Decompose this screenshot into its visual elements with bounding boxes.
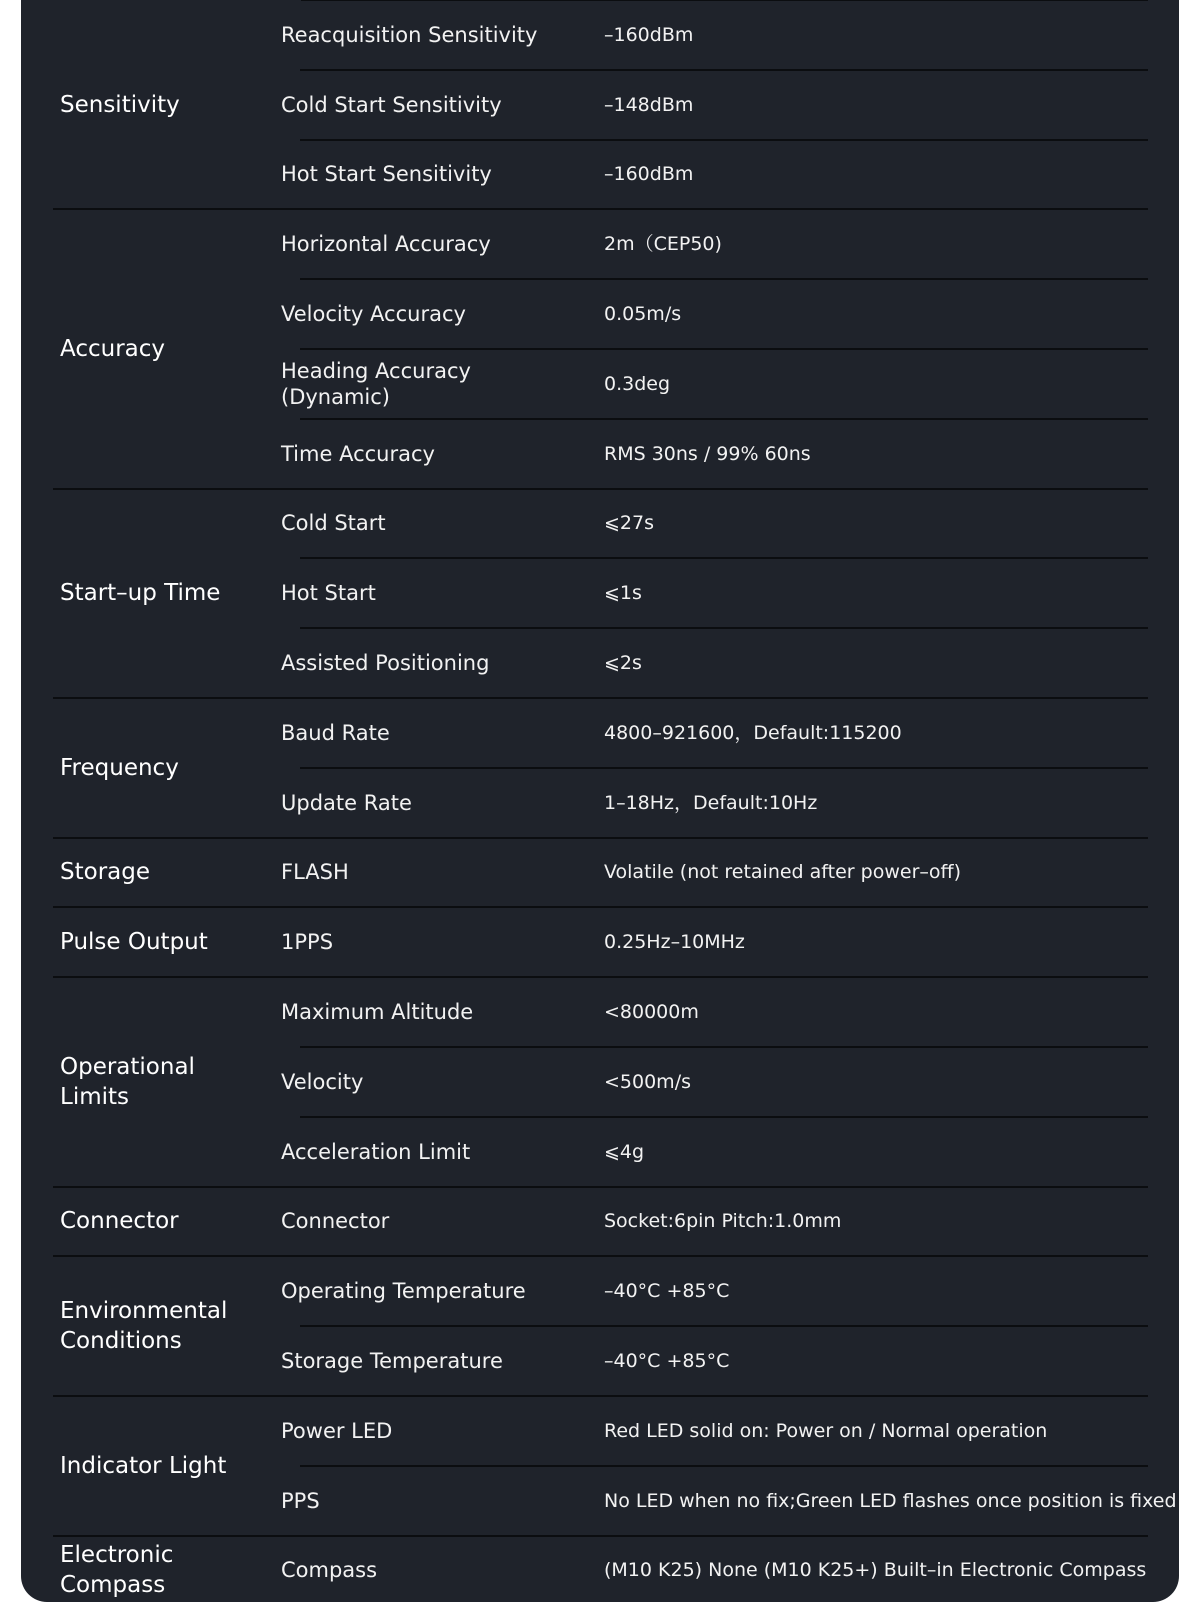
table-row [53, 977, 1148, 1047]
param-name: Hot Start Sensitivity [281, 162, 492, 187]
param-name: Update Rate [281, 790, 412, 815]
table-row [53, 209, 1148, 279]
param-value: –160dBm [604, 23, 694, 46]
spec-group [53, 977, 1148, 1186]
param-name: Cold Start [281, 511, 386, 536]
param-name: FLASH [281, 860, 349, 885]
param-name: Baud Rate [281, 720, 390, 745]
param-name: Acceleration Limit [281, 1139, 471, 1164]
table-row [53, 698, 1148, 768]
param-value: –40°C +85°C [604, 1350, 730, 1373]
param-value: No LED when no fix;Green LED flashes once position is fixed [604, 1489, 1177, 1512]
spec-group [53, 1536, 1148, 1602]
param-value: ⩽27s [604, 512, 654, 535]
table-row [53, 1256, 1148, 1326]
table-row [53, 419, 1148, 489]
group-label: Pulse Output [60, 929, 208, 956]
spec-group [53, 907, 1148, 977]
table-row [53, 1117, 1148, 1187]
param-name: Cold Start Sensitivity [281, 92, 502, 117]
group-label: Environmental Conditions [60, 1298, 228, 1355]
param-name: 1PPS [281, 930, 334, 955]
param-value: Socket:6pin Pitch:1.0mm [604, 1210, 842, 1233]
group-label: Storage [60, 859, 150, 886]
group-label: Indicator Light [60, 1452, 227, 1479]
table-row [53, 907, 1148, 977]
group-label: Accuracy [60, 335, 166, 362]
param-value: (M10 K25) None (M10 K25+) Built–in Electronic Compass [604, 1559, 1147, 1582]
spec-group [53, 698, 1148, 838]
param-value: 2m（CEP50) [604, 233, 722, 256]
table-row [53, 70, 1148, 140]
spec-group [53, 209, 1148, 488]
param-value: 1–18Hz，Default:10Hz [604, 791, 818, 814]
param-name: Heading Accuracy (Dynamic) [281, 358, 471, 409]
param-value: ⩽1s [604, 582, 642, 605]
param-name: Horizontal Accuracy [281, 232, 491, 257]
table-row [53, 1187, 1148, 1257]
spec-group [53, 838, 1148, 908]
param-value: ⩽2s [604, 652, 642, 675]
param-value: –40°C +85°C [604, 1280, 730, 1303]
param-value: <500m/s [604, 1070, 691, 1093]
param-name: Operating Temperature [281, 1279, 526, 1304]
group-label: Start–up Time [60, 580, 221, 607]
param-value: RMS 30ns / 99% 60ns [604, 442, 811, 465]
param-name: Power LED [281, 1418, 393, 1443]
table-row [53, 1326, 1148, 1396]
spec-group [53, 1256, 1148, 1396]
spec-group [53, 0, 1148, 209]
param-value: 0.05m/s [604, 303, 682, 326]
param-name: Maximum Altitude [281, 1000, 474, 1025]
group-label: Connector [60, 1208, 179, 1235]
group-label: Sensitivity [60, 91, 180, 118]
table-row [53, 1047, 1148, 1117]
table-row [53, 558, 1148, 628]
param-name: Hot Start [281, 581, 376, 606]
param-value: 0.25Hz–10MHz [604, 931, 745, 954]
param-value: Volatile (not retained after power–off) [604, 861, 962, 884]
table-row [53, 1536, 1148, 1602]
param-name: Storage Temperature [281, 1349, 503, 1374]
param-name: Time Accuracy [281, 441, 435, 466]
param-name: Compass [281, 1558, 378, 1583]
spec-group [53, 489, 1148, 698]
spec-table [21, 0, 1179, 1602]
param-value: <80000m [604, 1001, 699, 1024]
table-row [53, 279, 1148, 349]
param-value: 4800–921600，Default:115200 [604, 721, 902, 744]
spec-group [53, 1396, 1177, 1536]
param-name: Assisted Positioning [281, 651, 490, 676]
param-value: ⩽4g [604, 1140, 645, 1163]
group-label: Operational Limits [60, 1053, 195, 1110]
group-label: Electronic Compass [60, 1542, 174, 1599]
table-row [53, 838, 1148, 908]
param-name: Velocity Accuracy [281, 302, 466, 327]
param-name: Reacquisition Sensitivity [281, 22, 538, 47]
table-row [53, 140, 1148, 210]
param-name: Connector [281, 1209, 390, 1234]
table-row [53, 768, 1148, 838]
param-value: 0.3deg [604, 372, 671, 395]
table-row [53, 489, 1148, 559]
table-row [53, 1466, 1177, 1536]
param-value: –160dBm [604, 163, 694, 186]
param-name: Velocity [281, 1069, 364, 1094]
spec-group [53, 1187, 1148, 1257]
group-label: Frequency [60, 754, 179, 781]
table-row [53, 1396, 1148, 1466]
table-row [53, 349, 1148, 419]
table-row [53, 628, 1148, 698]
param-name: PPS [281, 1488, 320, 1513]
param-value: –148dBm [604, 93, 694, 116]
param-value: Red LED solid on: Power on / Normal operation [604, 1419, 1048, 1442]
table-row [53, 0, 1148, 70]
